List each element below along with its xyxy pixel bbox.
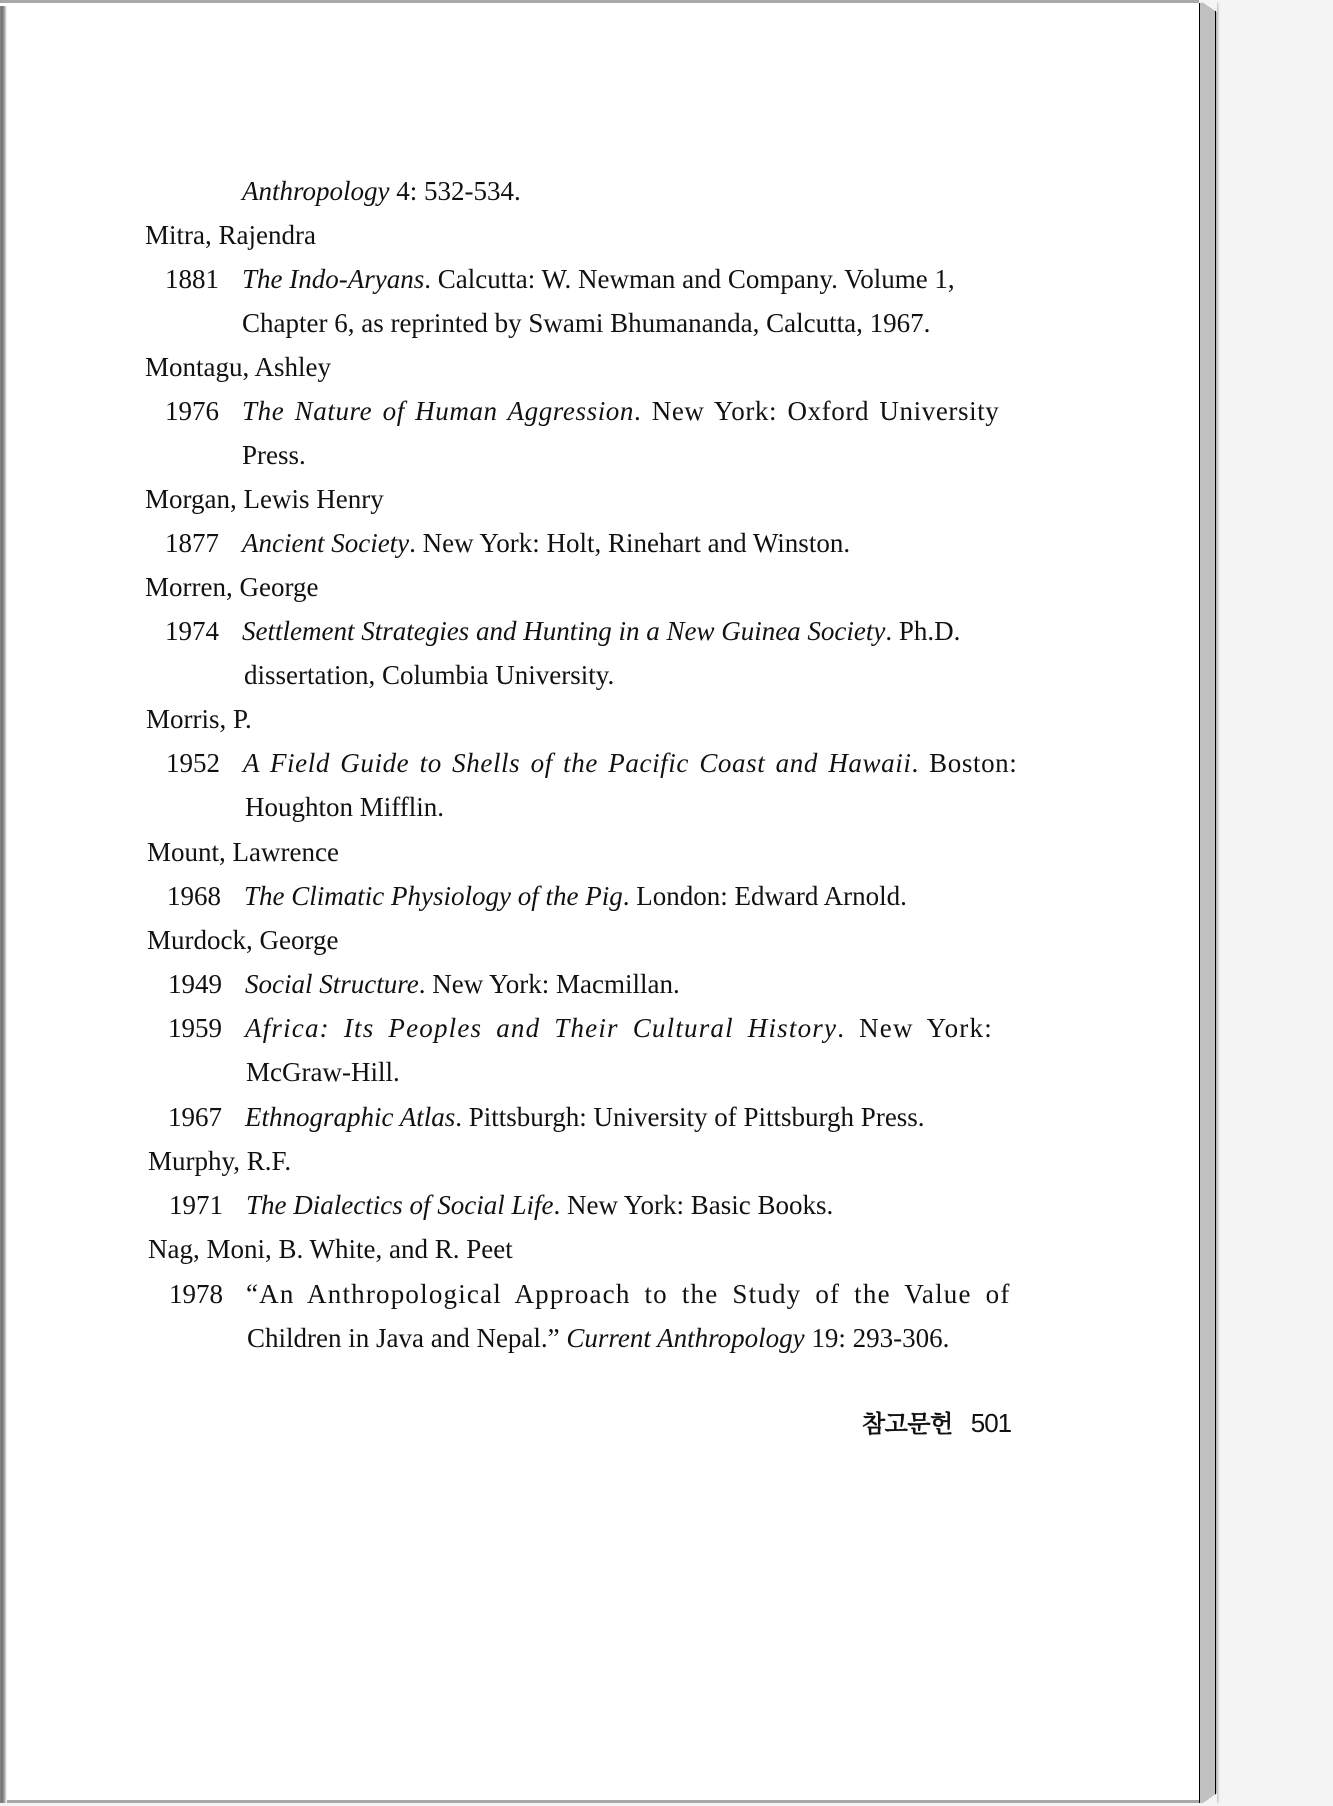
continuation-line: Houghton Mifflin. (245, 792, 445, 822)
citation-entry (166, 746, 1018, 780)
citation-entry (165, 526, 851, 560)
work-title: Social Structure (245, 969, 419, 999)
citation-year: 1978 (169, 1279, 223, 1309)
section-title: 참고문헌 (862, 1410, 953, 1438)
citation-year: 1968 (167, 881, 221, 911)
citation-text (245, 967, 680, 1001)
citation-entry (167, 879, 907, 913)
citation-detail: Children in Java and Nepal.” (247, 1323, 567, 1353)
author-heading: Nag, Moni, B. White, and R. Peet (148, 1234, 513, 1264)
continuation-line: dissertation, Columbia University. (244, 660, 615, 690)
citation-detail: . Pittsburgh: University of Pittsburgh Press. (455, 1102, 925, 1132)
citation-year: 1881 (165, 264, 219, 294)
author-heading: Mount, Lawrence (147, 837, 339, 867)
citation-detail: 19: 293-306. (804, 1323, 950, 1353)
citation-year: 1976 (165, 396, 219, 426)
citation-entry (169, 1188, 834, 1222)
work-title: The Dialectics of Social Life (246, 1190, 554, 1220)
citation-entry (168, 1100, 925, 1134)
continuation-line: Press. (242, 440, 306, 470)
citation-detail: . New York: Holt, Rinehart and Winston. (409, 528, 851, 558)
citation-text (243, 746, 1017, 780)
work-title: The Climatic Physiology of the Pig (244, 881, 623, 911)
author-heading: Murdock, George (147, 925, 339, 955)
citation-detail: . London: Edward Arnold. (622, 881, 907, 911)
citation-entry (169, 1277, 1011, 1311)
citation-year: 1959 (168, 1013, 222, 1043)
citation-text (244, 879, 907, 913)
journal-title: Current Anthropology (566, 1323, 805, 1353)
page-spine-edge (1199, 3, 1216, 1803)
journal-title: Anthropology (242, 176, 390, 206)
citation-text (242, 526, 850, 560)
citation-entry (168, 967, 680, 1001)
work-title: Ancient Society (242, 528, 410, 558)
author-heading: Mitra, Rajendra (145, 220, 316, 250)
citation-detail: . Calcutta: W. Newman and Company. Volume 1, (424, 264, 955, 294)
citation-detail: . New York: Macmillan. (418, 969, 680, 999)
citation-text (242, 394, 999, 428)
page-number: 501 (970, 1408, 1012, 1438)
spine-top-corner (1199, 0, 1217, 12)
citation-text (242, 614, 960, 648)
continuation-line: Chapter 6, as reprinted by Swami Bhumananda, Calcutta, 1967. (242, 308, 931, 338)
author-heading: Montagu, Ashley (145, 352, 331, 382)
work-title: Ethnographic Atlas (245, 1102, 456, 1132)
citation-entry (165, 614, 961, 648)
citation-entry (165, 262, 955, 296)
citation-text (245, 1011, 993, 1045)
author-heading: Morris, P. (146, 704, 252, 734)
citation-detail: . New York: Basic Books. (553, 1190, 834, 1220)
author-heading: Murphy, R.F. (148, 1146, 292, 1176)
work-title: The Indo-Aryans (242, 264, 425, 294)
citation-entry (168, 1011, 993, 1045)
citation-detail: . New York: (837, 1013, 993, 1043)
continuation-line (242, 174, 521, 208)
work-title: The Nature of Human Aggression (242, 396, 635, 426)
page-footer (862, 1404, 1011, 1439)
work-title: Africa: Its Peoples and Their Cultural History (245, 1013, 838, 1043)
citation-detail: 4: 532-534. (389, 176, 521, 206)
citation-year: 1971 (169, 1190, 223, 1220)
work-title: A Field Guide to Shells of the Pacific Coast and Hawaii (243, 748, 912, 778)
citation-text: “An Anthropological Approach to the Study of the Value of (246, 1279, 1011, 1309)
citation-text (242, 262, 955, 296)
continuation-line: McGraw-Hill. (246, 1057, 400, 1087)
citation-text (246, 1188, 833, 1222)
citation-year: 1974 (165, 616, 219, 646)
continuation-line (247, 1321, 949, 1355)
spine-bottom-corner (1199, 1793, 1217, 1806)
work-title: Settlement Strategies and Hunting in a New Guinea Society (242, 616, 886, 646)
citation-text (245, 1100, 925, 1134)
citation-detail: . New York: Oxford University (634, 396, 1000, 426)
citation-year: 1967 (168, 1102, 222, 1132)
citation-detail: . Boston: (911, 748, 1018, 778)
author-heading: Morren, George (145, 572, 319, 602)
author-heading: Morgan, Lewis Henry (145, 484, 384, 514)
citation-entry (165, 394, 1000, 428)
citation-year: 1877 (165, 528, 219, 558)
citation-year: 1952 (166, 748, 220, 778)
citation-year: 1949 (168, 969, 222, 999)
citation-detail: . Ph.D. (885, 616, 961, 646)
